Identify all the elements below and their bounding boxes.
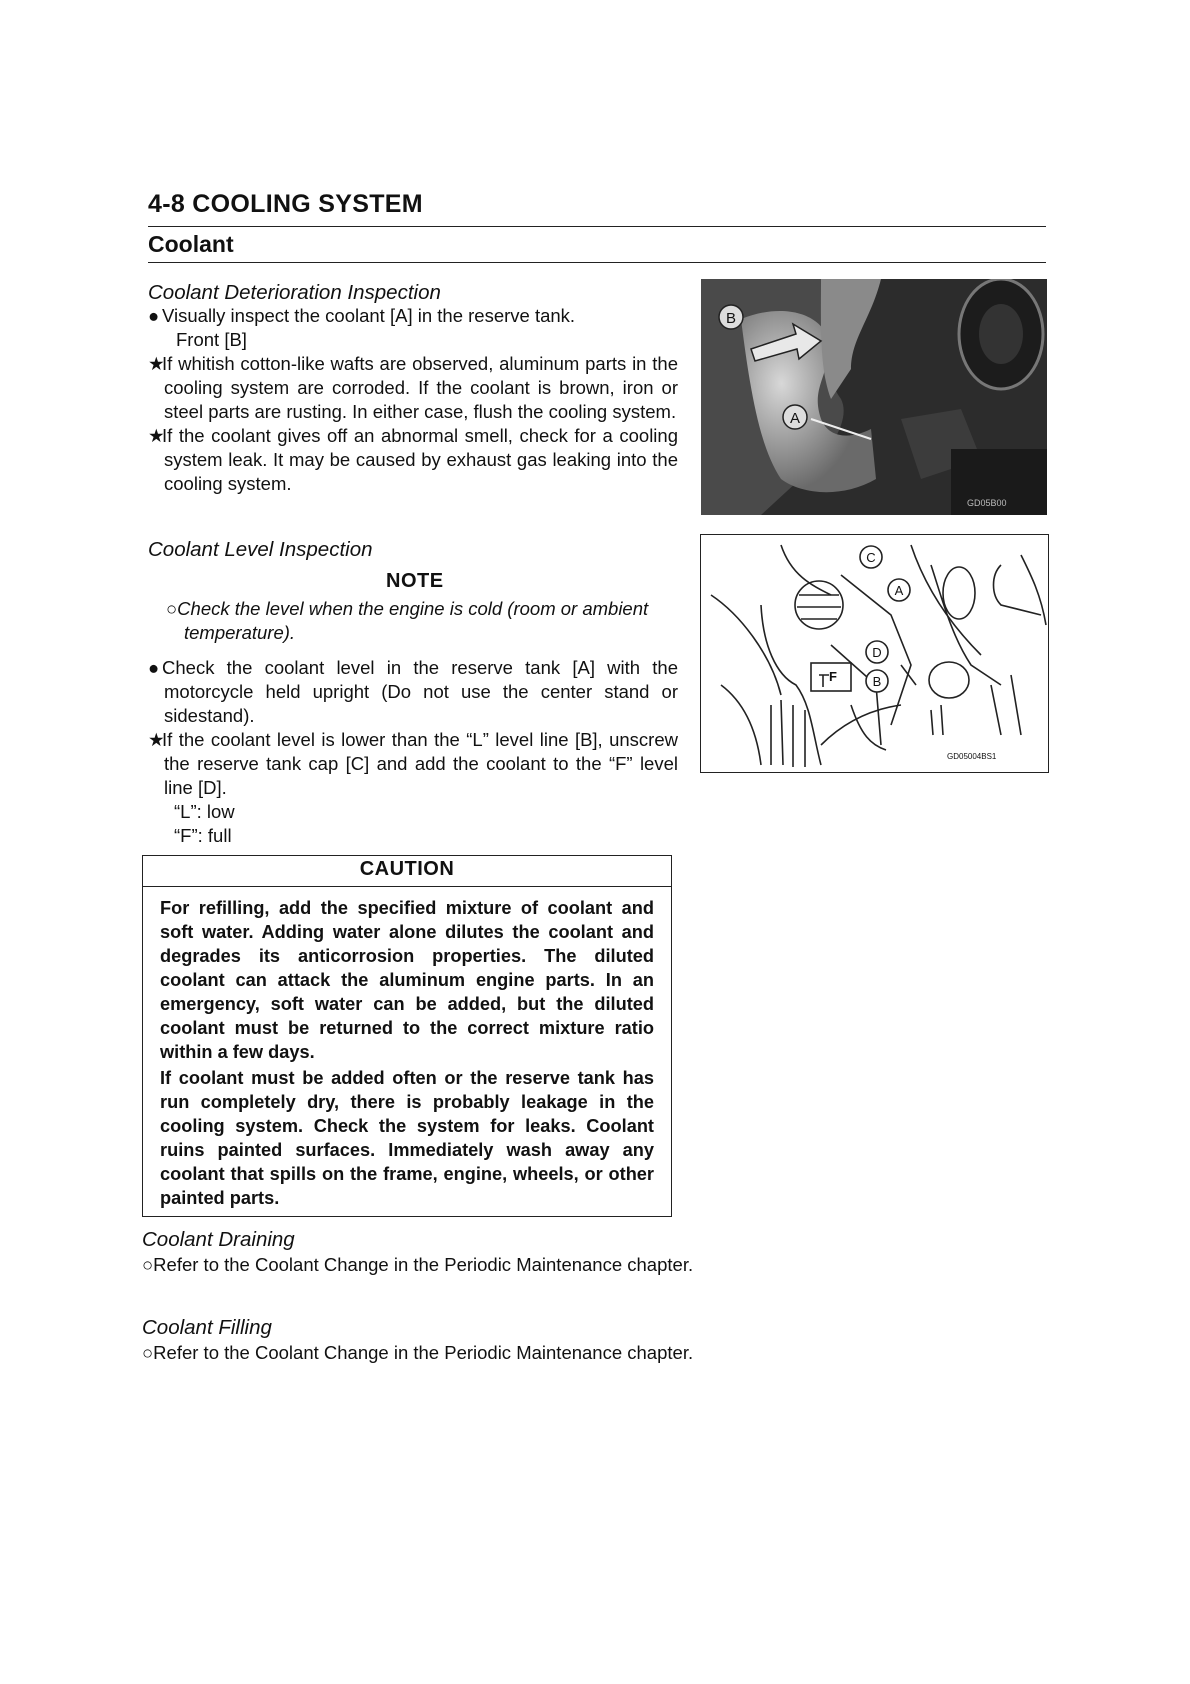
deterioration-heading: Coolant Deterioration Inspection [148, 281, 441, 304]
caution-title: CAUTION [359, 858, 455, 880]
note-text: ○Check the level when the engine is cold (room or ambient temperature). [166, 598, 649, 643]
photo-code: GD05B00 [967, 498, 1007, 508]
caution-title-rule [142, 886, 672, 887]
draining-heading: Coolant Draining [142, 1228, 295, 1251]
photo-label-a: A [789, 410, 801, 427]
list-item: Front [B] [176, 329, 247, 350]
diagram-label-c: C [866, 550, 876, 565]
caution-paragraph-1: For refilling, add the specified mixture of coolant and soft water. Adding water alone dilutes the coolant and degrades its anticorrosion properties. The diluted coolant can attack the aluminum engine parts. In an emergency, soft water can be added, but the diluted coolant must be returned to the correct mixture ratio within a few days. [160, 898, 654, 1062]
list-item: ★If the coolant gives off an abnormal smell, check for a cooling system leak. It may be caused by exhaust gas leaking into the cooling system. [148, 425, 678, 494]
list-item: ● Check the coolant level in the reserve tank [A] with the motorcycle held upright (Do not use the center stand or sidestand). [148, 657, 678, 726]
page-header-title: 4-8 COOLING SYSTEM [148, 190, 423, 218]
list-item: ★If whitish cotton-like wafts are observed, aluminum parts in the cooling system are corroded. If the coolant is brown, iron or steel parts are rusting. In either case, flush the cooling system. [148, 353, 678, 422]
section-title: Coolant [148, 231, 234, 257]
caution-paragraph-2: If coolant must be added often or the reserve tank has run completely dry, there is probably leakage in the cooling system. Check the system for leaks. Coolant ruins painted surfaces. Immediately wash away any coolant that spills on the frame, engine, wheels, or other painted parts. [160, 1068, 654, 1208]
diagram-label-a: A [894, 583, 904, 598]
note-title: NOTE [386, 570, 444, 592]
list-item: ★If the coolant level is lower than the “L” level line [B], unscrew the reserve tank cap [C] and add the coolant to the “F” level line [D]. [148, 729, 678, 798]
deterioration-items [148, 304, 678, 496]
diagram-label-f: F [829, 669, 837, 684]
draining-text: ○Refer to the Coolant Change in the Periodic Maintenance chapter. [142, 1254, 694, 1275]
section-rule [148, 262, 1046, 263]
reserve-tank-diagram [700, 534, 1049, 773]
filling-text: ○Refer to the Coolant Change in the Periodic Maintenance chapter. [142, 1342, 694, 1363]
filling-heading: Coolant Filling [142, 1316, 272, 1339]
list-item: “F”: full [174, 825, 232, 846]
diagram-label-d: D [872, 645, 882, 660]
level-heading: Coolant Level Inspection [148, 538, 373, 561]
photo-label-b: B [725, 310, 737, 327]
level-items [148, 656, 678, 848]
diagram-label-b: B [872, 674, 882, 689]
list-item: “L”: low [174, 801, 235, 822]
reserve-tank-photo [701, 279, 1047, 515]
list-item: ● Visually inspect the coolant [A] in the reserve tank. [148, 305, 576, 326]
diagram-code: GD05004BS1 [947, 752, 997, 761]
header-rule [148, 226, 1046, 227]
